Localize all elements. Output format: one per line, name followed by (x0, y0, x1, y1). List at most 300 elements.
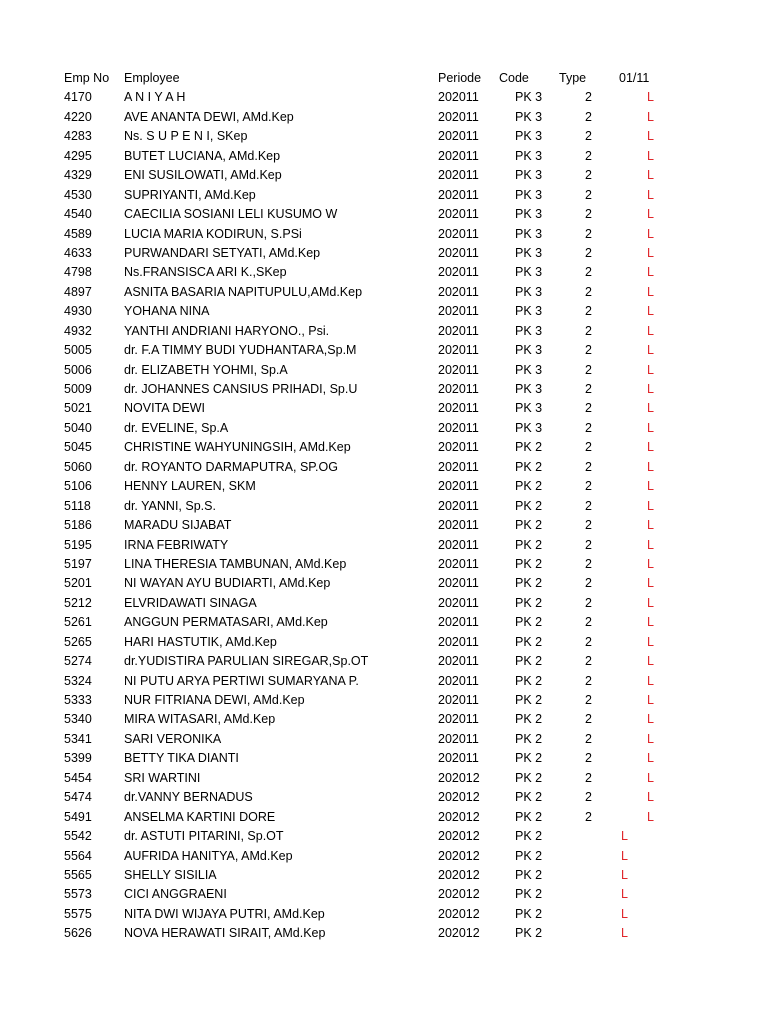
type-cell: 2 (585, 245, 592, 260)
flag-cell: L (647, 109, 654, 124)
periode-cell: 202011 (438, 459, 479, 474)
periode-cell: 202012 (438, 926, 480, 941)
code-cell: PK 3 (515, 362, 543, 377)
periode-cell: 202011 (438, 693, 479, 707)
flag-cell: L (647, 673, 654, 688)
employee-cell: ASNITA BASARIA NAPITUPULU,AMd.Kep (124, 284, 363, 299)
table-row (0, 516, 768, 535)
employee-cell: CHRISTINE WAHYUNINGSIH, AMd.Kep (124, 440, 351, 455)
table-row (0, 652, 768, 671)
employee-cell: dr.VANNY BERNADUS (124, 790, 253, 805)
periode-cell: 202011 (438, 265, 479, 280)
table-row (0, 225, 768, 244)
type-cell: 2 (585, 459, 592, 474)
empno-cell: 4295 (64, 148, 92, 163)
code-cell: PK 2 (515, 537, 543, 552)
table-row (0, 574, 768, 593)
empno-cell: 5575 (64, 906, 92, 921)
type-cell: 2 (585, 187, 592, 202)
employee-cell: NOVA HERAWATI SIRAIT, AMd.Kep (124, 926, 326, 941)
table-header (0, 69, 768, 88)
type-cell: 2 (585, 382, 592, 396)
periode-cell: 202012 (438, 848, 480, 863)
flag-cell: L (647, 420, 654, 435)
type-cell: 2 (585, 168, 592, 183)
employee-cell: BUTET LUCIANA, AMd.Kep (124, 148, 281, 163)
code-cell: PK 2 (515, 693, 543, 707)
empno-cell: 5021 (64, 401, 92, 416)
employee-cell: SHELLY SISILIA (124, 867, 217, 882)
employee-cell: CAECILIA SOSIANI LELI KUSUMO W (124, 207, 338, 222)
flag-cell: L (647, 731, 654, 746)
employee-cell: MIRA WITASARI, AMd.Kep (124, 712, 276, 727)
table-row (0, 497, 768, 516)
employee-cell: ANSELMA KARTINI DORE (124, 809, 276, 824)
type-cell: 2 (585, 148, 592, 163)
type-cell: 2 (585, 790, 592, 805)
code-cell: PK 3 (515, 245, 543, 260)
flag-cell: L (647, 518, 654, 533)
table-row (0, 322, 768, 341)
type-cell: 2 (585, 284, 592, 299)
employee-cell: dr. EVELINE, Sp.A (124, 420, 229, 435)
employee-cell: ELVRIDAWATI SINAGA (124, 595, 257, 610)
code-cell: PK 3 (515, 90, 543, 105)
empno-cell: 5197 (64, 556, 92, 571)
code-cell: PK 3 (515, 323, 543, 338)
table-row (0, 361, 768, 380)
employee-cell: Ns. S U P E N I, SKep (124, 129, 248, 144)
periode-cell: 202011 (438, 556, 479, 571)
employee-cell: IRNA FEBRIWATY (124, 537, 229, 552)
flag-cell: L (621, 829, 628, 844)
header-type: Type (559, 71, 587, 85)
code-cell: PK 2 (515, 867, 543, 882)
flag-cell: L (647, 401, 654, 416)
empno-cell: 5573 (64, 887, 92, 902)
empno-cell: 5006 (64, 362, 92, 377)
code-cell: PK 2 (515, 556, 543, 571)
flag-cell: L (647, 207, 654, 222)
type-cell: 2 (585, 362, 592, 377)
empno-cell: 4329 (64, 168, 92, 183)
periode-cell: 202011 (438, 207, 479, 222)
code-cell: PK 2 (515, 770, 543, 785)
table-row (0, 633, 768, 652)
flag-cell: L (647, 634, 654, 649)
table-row (0, 536, 768, 555)
table-row (0, 302, 768, 321)
empno-cell: 5118 (64, 498, 91, 513)
code-cell: PK 2 (515, 518, 543, 533)
empno-cell: 4540 (64, 207, 92, 222)
periode-cell: 202012 (438, 829, 480, 844)
header-date: 01/11 (619, 71, 650, 85)
code-cell: PK 3 (515, 207, 543, 222)
code-cell: PK 3 (515, 265, 543, 280)
periode-cell: 202011 (438, 226, 479, 241)
table-row (0, 244, 768, 263)
code-cell: PK 2 (515, 498, 543, 513)
employee-cell: dr.YUDISTIRA PARULIAN SIREGAR,Sp.OT (124, 654, 369, 669)
flag-cell: L (621, 867, 628, 882)
periode-cell: 202011 (438, 479, 479, 494)
periode-cell: 202011 (438, 382, 479, 396)
flag-cell: L (647, 770, 654, 785)
table-row (0, 827, 768, 846)
type-cell: 2 (585, 129, 592, 144)
empno-cell: 4633 (64, 245, 92, 260)
type-cell: 2 (585, 770, 592, 785)
code-cell: PK 2 (515, 790, 543, 805)
code-cell: PK 3 (515, 284, 543, 299)
type-cell: 2 (585, 673, 592, 688)
flag-cell: L (621, 848, 628, 863)
periode-cell: 202011 (438, 148, 479, 163)
table-row (0, 924, 768, 943)
code-cell: PK 2 (515, 576, 543, 591)
table-row (0, 555, 768, 574)
periode-cell: 202011 (438, 129, 479, 144)
table-row (0, 341, 768, 360)
employee-cell: SARI VERONIKA (124, 731, 222, 746)
code-cell: PK 3 (515, 420, 543, 435)
flag-cell: L (647, 362, 654, 377)
empno-cell: 5341 (64, 731, 92, 746)
code-cell: PK 2 (515, 829, 543, 844)
flag-cell: L (647, 245, 654, 260)
employee-cell: NOVITA DEWI (124, 401, 206, 416)
type-cell: 2 (585, 537, 592, 552)
code-cell: PK 3 (515, 109, 543, 124)
periode-cell: 202011 (438, 168, 479, 183)
periode-cell: 202011 (438, 362, 479, 377)
employee-cell: LINA THERESIA TAMBUNAN, AMd.Kep (124, 556, 347, 571)
table-row (0, 283, 768, 302)
employee-cell: PURWANDARI SETYATI, AMd.Kep (124, 245, 321, 260)
table-row (0, 710, 768, 729)
table-row (0, 147, 768, 166)
table-row (0, 380, 768, 399)
periode-cell: 202011 (438, 187, 479, 202)
table-body (0, 88, 768, 943)
table-row (0, 730, 768, 749)
table-row (0, 263, 768, 282)
flag-cell: L (647, 615, 654, 630)
code-cell: PK 2 (515, 887, 543, 902)
employee-cell: AVE ANANTA DEWI, AMd.Kep (124, 109, 294, 124)
periode-cell: 202011 (438, 245, 479, 260)
employee-cell: SUPRIYANTI, AMd.Kep (124, 187, 256, 202)
flag-cell: L (647, 537, 654, 552)
type-cell: 2 (585, 615, 592, 630)
code-cell: PK 2 (515, 634, 543, 649)
code-cell: PK 2 (515, 906, 543, 921)
empno-cell: 4283 (64, 129, 92, 144)
empno-cell: 5565 (64, 867, 92, 882)
table-row (0, 458, 768, 477)
type-cell: 2 (585, 90, 592, 105)
employee-cell: dr. F.A TIMMY BUDI YUDHANTARA,Sp.M (124, 343, 357, 358)
periode-cell: 202011 (438, 90, 479, 105)
employee-cell: LUCIA MARIA KODIRUN, S.PSi (124, 226, 302, 241)
employee-cell: NI PUTU ARYA PERTIWI SUMARYANA P. (124, 673, 359, 688)
code-cell: PK 2 (515, 673, 543, 688)
employee-cell: dr. JOHANNES CANSIUS PRIHADI, Sp.U (124, 382, 358, 396)
empno-cell: 5491 (64, 809, 92, 824)
flag-cell: L (647, 498, 654, 513)
empno-cell: 4530 (64, 187, 92, 202)
employee-cell: ANGGUN PERMATASARI, AMd.Kep (124, 615, 328, 630)
code-cell: PK 2 (515, 848, 543, 863)
employee-cell: NI WAYAN AYU BUDIARTI, AMd.Kep (124, 576, 331, 591)
empno-cell: 5009 (64, 382, 92, 396)
empno-cell: 5474 (64, 790, 92, 805)
type-cell: 2 (585, 343, 592, 358)
type-cell: 2 (585, 751, 592, 766)
empno-cell: 5060 (64, 459, 92, 474)
empno-cell: 4897 (64, 284, 92, 299)
periode-cell: 202011 (438, 323, 479, 338)
code-cell: PK 3 (515, 304, 543, 319)
flag-cell: L (647, 129, 654, 144)
table-row (0, 399, 768, 418)
employee-table (0, 69, 768, 944)
empno-cell: 5542 (64, 829, 92, 844)
periode-cell: 202011 (438, 518, 479, 533)
periode-cell: 202012 (438, 887, 480, 902)
flag-cell: L (647, 712, 654, 727)
periode-cell: 202011 (438, 595, 479, 610)
table-row (0, 749, 768, 768)
empno-cell: 4930 (64, 304, 92, 319)
type-cell: 2 (585, 556, 592, 571)
flag-cell: L (647, 226, 654, 241)
type-cell: 2 (585, 595, 592, 610)
table-row (0, 788, 768, 807)
employee-cell: Ns.FRANSISCA ARI K.,SKep (124, 265, 287, 280)
periode-cell: 202011 (438, 304, 479, 319)
table-row (0, 127, 768, 146)
flag-cell: L (647, 576, 654, 591)
employee-cell: YANTHI ANDRIANI HARYONO., Psi. (124, 323, 330, 338)
type-cell: 2 (585, 401, 592, 416)
flag-cell: L (647, 595, 654, 610)
flag-cell: L (647, 265, 654, 280)
empno-cell: 5333 (64, 693, 92, 707)
code-cell: PK 2 (515, 615, 543, 630)
employee-cell: dr. YANNI, Sp.S. (124, 498, 216, 513)
periode-cell: 202011 (438, 673, 479, 688)
flag-cell: L (647, 479, 654, 494)
table-row (0, 88, 768, 107)
flag-cell: L (621, 887, 628, 902)
header-employee: Employee (124, 71, 180, 85)
empno-cell: 5265 (64, 634, 92, 649)
flag-cell: L (647, 440, 654, 455)
table-row (0, 808, 768, 827)
flag-cell: L (647, 809, 654, 824)
header-empno: Emp No (64, 71, 110, 85)
type-cell: 2 (585, 712, 592, 727)
empno-cell: 5626 (64, 926, 92, 941)
flag-cell: L (647, 654, 654, 669)
flag-cell: L (621, 906, 628, 921)
flag-cell: L (647, 148, 654, 163)
header-code: Code (499, 71, 529, 85)
empno-cell: 4589 (64, 226, 92, 241)
type-cell: 2 (585, 420, 592, 435)
flag-cell: L (647, 693, 654, 707)
table-row (0, 108, 768, 127)
type-cell: 2 (585, 226, 592, 241)
table-row (0, 691, 768, 710)
type-cell: 2 (585, 440, 592, 455)
empno-cell: 4932 (64, 323, 92, 338)
employee-cell: dr. ASTUTI PITARINI, Sp.OT (124, 829, 284, 844)
table-row (0, 885, 768, 904)
type-cell: 2 (585, 498, 592, 513)
table-row (0, 905, 768, 924)
flag-cell: L (647, 168, 654, 183)
code-cell: PK 3 (515, 148, 543, 163)
type-cell: 2 (585, 654, 592, 669)
periode-cell: 202012 (438, 906, 480, 921)
flag-cell: L (647, 556, 654, 571)
table-row (0, 477, 768, 496)
type-cell: 2 (585, 518, 592, 533)
employee-cell: SRI WARTINI (124, 770, 201, 785)
header-periode: Periode (438, 71, 482, 85)
employee-cell: dr. ROYANTO DARMAPUTRA, SP.OG (124, 459, 338, 474)
table-row (0, 438, 768, 457)
empno-cell: 5045 (64, 440, 92, 455)
code-cell: PK 3 (515, 382, 543, 396)
table-row (0, 613, 768, 632)
periode-cell: 202011 (438, 634, 479, 649)
empno-cell: 5261 (64, 615, 92, 630)
table-row (0, 847, 768, 866)
employee-cell: AUFRIDA HANITYA, AMd.Kep (124, 848, 293, 863)
empno-cell: 4170 (64, 90, 92, 105)
periode-cell: 202011 (438, 284, 479, 299)
code-cell: PK 2 (515, 440, 543, 455)
periode-cell: 202011 (438, 420, 479, 435)
code-cell: PK 2 (515, 459, 543, 474)
employee-cell: ENI SUSILOWATI, AMd.Kep (124, 168, 282, 183)
employee-cell: A N I Y A H (124, 90, 186, 105)
employee-cell: HARI HASTUTIK, AMd.Kep (124, 634, 277, 649)
type-cell: 2 (585, 479, 592, 494)
table-row (0, 672, 768, 691)
code-cell: PK 2 (515, 926, 543, 941)
empno-cell: 5040 (64, 420, 92, 435)
code-cell: PK 3 (515, 226, 543, 241)
code-cell: PK 3 (515, 187, 543, 202)
code-cell: PK 2 (515, 731, 543, 746)
type-cell: 2 (585, 304, 592, 319)
table-row (0, 205, 768, 224)
empno-cell: 5564 (64, 848, 92, 863)
table-row (0, 166, 768, 185)
code-cell: PK 2 (515, 712, 543, 727)
code-cell: PK 3 (515, 401, 543, 416)
type-cell: 2 (585, 809, 592, 824)
periode-cell: 202011 (438, 440, 479, 455)
table-row (0, 594, 768, 613)
type-cell: 2 (585, 265, 592, 280)
empno-cell: 5399 (64, 751, 92, 766)
employee-cell: MARADU SIJABAT (124, 518, 232, 533)
table-row (0, 866, 768, 885)
flag-cell: L (647, 323, 654, 338)
periode-cell: 202011 (438, 731, 479, 746)
type-cell: 2 (585, 207, 592, 222)
empno-cell: 4798 (64, 265, 92, 280)
empno-cell: 5201 (64, 576, 92, 591)
type-cell: 2 (585, 693, 592, 707)
periode-cell: 202011 (438, 654, 479, 669)
code-cell: PK 2 (515, 654, 543, 669)
code-cell: PK 3 (515, 343, 543, 358)
employee-cell: NITA DWI WIJAYA PUTRI, AMd.Kep (124, 906, 325, 921)
type-cell: 2 (585, 576, 592, 591)
periode-cell: 202011 (438, 343, 479, 358)
employee-cell: YOHANA NINA (124, 304, 210, 319)
periode-cell: 202011 (438, 401, 479, 416)
periode-cell: 202012 (438, 867, 480, 882)
empno-cell: 4220 (64, 109, 92, 124)
periode-cell: 202011 (438, 712, 479, 727)
periode-cell: 202011 (438, 615, 479, 630)
empno-cell: 5340 (64, 712, 92, 727)
employee-cell: HENNY LAUREN, SKM (124, 479, 256, 494)
flag-cell: L (647, 90, 654, 105)
table-row (0, 769, 768, 788)
employee-cell: BETTY TIKA DIANTI (124, 751, 239, 766)
table-row (0, 419, 768, 438)
type-cell: 2 (585, 109, 592, 124)
empno-cell: 5106 (64, 479, 92, 494)
type-cell: 2 (585, 323, 592, 338)
flag-cell: L (647, 343, 654, 358)
periode-cell: 202011 (438, 537, 479, 552)
flag-cell: L (647, 284, 654, 299)
flag-cell: L (647, 751, 654, 766)
empno-cell: 5186 (64, 518, 92, 533)
code-cell: PK 3 (515, 129, 543, 144)
periode-cell: 202012 (438, 790, 480, 805)
flag-cell: L (621, 926, 628, 941)
code-cell: PK 3 (515, 168, 543, 183)
empno-cell: 5454 (64, 770, 92, 785)
periode-cell: 202011 (438, 498, 479, 513)
empno-cell: 5324 (64, 673, 92, 688)
type-cell: 2 (585, 731, 592, 746)
employee-cell: dr. ELIZABETH YOHMI, Sp.A (124, 362, 288, 377)
empno-cell: 5005 (64, 343, 92, 358)
empno-cell: 5195 (64, 537, 92, 552)
code-cell: PK 2 (515, 751, 543, 766)
code-cell: PK 2 (515, 809, 543, 824)
empno-cell: 5212 (64, 595, 92, 610)
code-cell: PK 2 (515, 595, 543, 610)
employee-cell: CICI ANGGRAENI (124, 887, 227, 902)
periode-cell: 202011 (438, 109, 479, 124)
flag-cell: L (647, 382, 654, 396)
table-row (0, 186, 768, 205)
flag-cell: L (647, 187, 654, 202)
